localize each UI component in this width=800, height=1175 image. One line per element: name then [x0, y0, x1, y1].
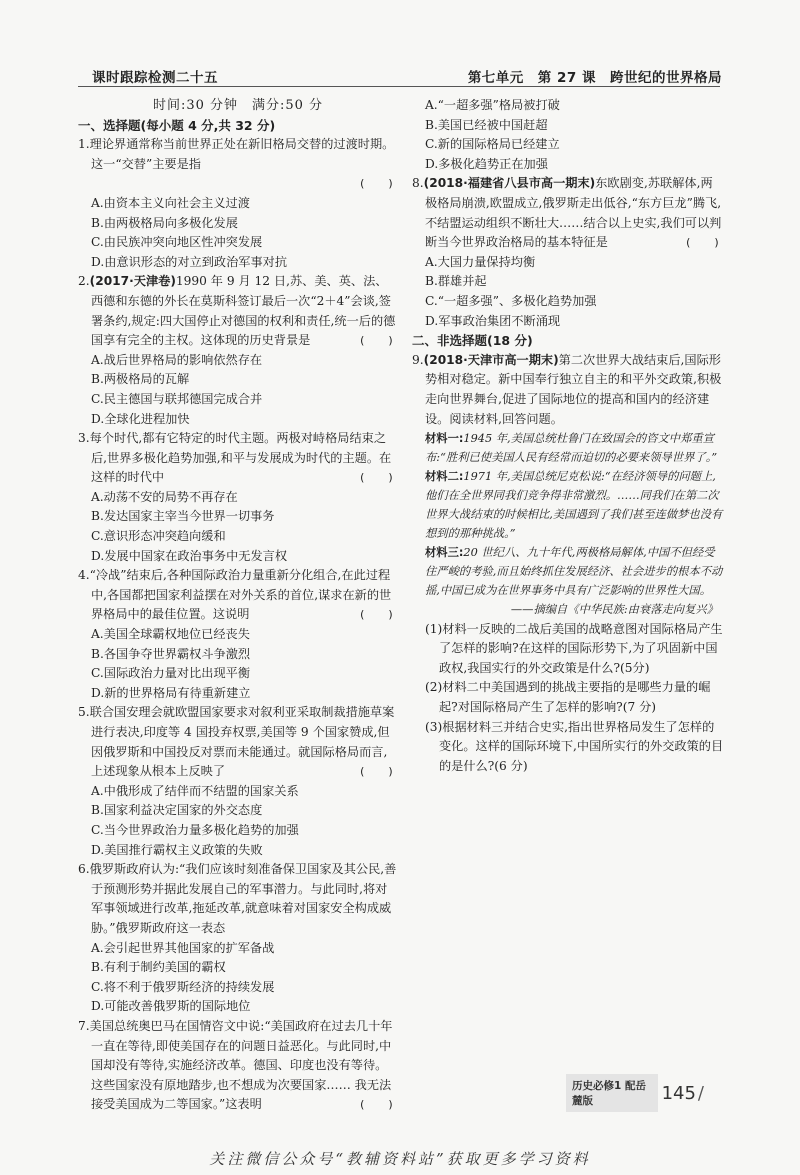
question-stem: [78, 429, 398, 488]
option-a: A.由资本主义向社会主义过渡: [91, 195, 250, 210]
material-label: 材料三:: [425, 546, 464, 560]
option-d: D.可能改善俄罗斯的国际地位: [91, 999, 251, 1014]
option-c: C.将不利于俄罗斯经济的持续发展: [91, 979, 275, 994]
question-5: [78, 703, 398, 860]
option-c: C.意识形态冲突趋向缓和: [91, 529, 226, 544]
question-stem: [412, 351, 724, 429]
option-d: D.多极化趋势正在加强: [425, 156, 548, 171]
material-3: [412, 543, 724, 600]
question-source: (2018·福建省八县市高一期末): [423, 176, 596, 191]
material-text: 1971 年,美国总统尼克松说:“在经济领导的问题上,他们在全世界同我们竞争得非常激烈。……同我们在第二次世界大战结束的时候相比,美国遇到了我们甚至连做梦也没有想到的那种挑战。”: [425, 470, 723, 541]
header-left-title: 课时跟踪检测二十五: [92, 70, 218, 86]
option-d: D.由意识形态的对立到政治军事对抗: [91, 254, 288, 269]
answer-bracket-line: [78, 174, 398, 194]
sub-question-3: (3)根据材料三并结合史实,指出世界格局发生了怎样的变化。这样的国际环境下,中国所实行的外交政策的目的是什么?(6 分): [425, 719, 724, 773]
section-heading-choice: 一、选择题(每小题 4 分,共 32 分): [78, 117, 276, 133]
option-d: D.美国推行霸权主义政策的失败: [91, 842, 263, 857]
time-line: 时间:30 分钟 满分:50 分: [152, 98, 324, 113]
question-number: 8.: [412, 176, 424, 191]
option-a: A.美国全球霸权地位已经丧失: [91, 627, 250, 642]
question-stem: [78, 566, 398, 625]
option-b: B.各国争夺世界霸权斗争激烈: [91, 646, 251, 661]
material-2: [412, 467, 724, 543]
option-b: B.发达国家主宰当今世界一切事务: [91, 509, 275, 524]
option-a: A.“一超多强”格局被打破: [425, 98, 560, 112]
material-text: 1945 年,美国总统杜鲁门在致国会的咨文中郑重宣布:“胜利已使美国人民有经常而迫切的必要来领导世界了。”: [425, 432, 718, 465]
option-c: C.“一超多强”、多极化趋势加强: [425, 293, 597, 308]
material-text: 20 世纪八、九十年代,两极格局解体,中国不但经受住严峻的考验,而且始终抓住发展经济、社会进步的根本不动摇,中国已成为在世界事务中具有广泛影响的世界性大国。: [425, 546, 723, 598]
option-d: D.发展中国家在政治事务中无发言权: [91, 548, 288, 563]
option-b: B.由两极格局向多极化发展: [91, 215, 238, 230]
page-slash-mark: /: [697, 1082, 704, 1104]
answer-bracket: ( ): [684, 236, 720, 250]
question-stem: [78, 272, 398, 350]
option-c: C.民主德国与联邦德国完成合并: [91, 391, 263, 406]
handwritten-footer-note: 关注微信公众号“教辅资料站”获取更多学习资料: [209, 1150, 591, 1168]
question-number: 9.: [412, 352, 424, 367]
question-7: [78, 1017, 398, 1115]
question-2: [78, 272, 398, 429]
material-label: 材料二:: [425, 470, 464, 484]
sub-question-1: (1)材料一反映的二战后美国的战略意图对国际格局产生了怎样的影响?在这样的国际形势下,为了巩固新中国政权,我国实行的外交政策是什么?(5分): [425, 621, 723, 675]
option-d: D.新的世界格局有待重新建立: [91, 685, 251, 700]
question-number: 2.: [78, 274, 90, 289]
option-a: A.动荡不安的局势不再存在: [91, 489, 238, 504]
answer-bracket: ( ): [358, 471, 394, 485]
question-4: [78, 566, 398, 703]
material-label: 材料一:: [425, 432, 464, 446]
option-a: A.战后世界格局的影响依然存在: [91, 352, 263, 367]
option-a: A.大国力量保持均衡: [425, 254, 536, 269]
option-a: A.会引起世界其他国家的扩军备战: [91, 940, 275, 955]
material-1: [412, 429, 724, 467]
question-7-options: [412, 96, 724, 174]
material-citation: ——摘编自《中华民族:由衰落走向复兴》: [510, 603, 718, 617]
question-text: 7.美国总统奥巴马在国情咨文中说:“美国政府在过去几十年一直在等待,即使美国存在的问题日益恶化。与此同时,中国却没有等待,实施经济改革。德国、印度也没有等待。这些国家没有原地踏步,也不想成为次要国家…… 我无法接受美国成为二等国家。”这表明: [78, 1018, 393, 1112]
question-text: 东欧剧变,苏联解体,两极格局崩溃,欧盟成立,俄罗斯走出低谷,“东方巨龙”腾飞,不结盟运动组织不断壮大……结合以上史实,我们可以判断当今世界政治格局的基本特征是: [425, 176, 722, 250]
option-c: C.当今世界政治力量多极化趋势的加强: [91, 822, 299, 837]
option-b: B.有利于制约美国的霸权: [91, 960, 226, 975]
left-column: [78, 96, 398, 1115]
header-right-title: 第七单元 第 27 课 跨世纪的世界格局: [467, 70, 722, 86]
option-a: A.中俄形成了结伴而不结盟的国家关系: [91, 783, 299, 798]
question-text: 6.俄罗斯政府认为:“我们应该时刻准备保卫国家及其公民,善于预测形势并据此发展自己的军事潜力。与此同时,将对军事领域进行改革,拖延改革,就意味着对国家安全构成威胁。”俄罗斯政府这一表态: [78, 862, 397, 935]
option-c: C.国际政治力量对比出现平衡: [91, 666, 251, 681]
question-3: [78, 429, 398, 566]
question-text: 3.每个时代,都有它特定的时代主题。两极对峙格局结束之后,世界多极化趋势加强,和平与发展成为时代的主题。在这样的时代中: [78, 431, 392, 485]
question-stem: [78, 1017, 398, 1115]
question-stem: [78, 703, 398, 781]
question-1: [78, 135, 398, 272]
right-column: [412, 96, 724, 776]
answer-bracket: ( ): [358, 608, 394, 622]
question-source: (2017·天津卷): [89, 274, 176, 289]
question-stem: [78, 860, 398, 938]
option-b: B.两极格局的瓦解: [91, 372, 190, 387]
question-text: 4.“冷战”结束后,各种国际政治力量重新分化组合,在此过程中,各国都把国家利益摆在对外关系的首位,谋求在新的世界格局中的最佳位置。这说明: [78, 568, 392, 622]
question-text: 5.联合国安理会就欧盟国家要求对叙利亚采取制裁措施草案进行表决,印度等 4 国投弃权票,美国等 9 个国家赞成,但因俄罗斯和中国投反对票而未能通过。就国际格局而言,上述现象从根本上反映了: [78, 705, 395, 779]
question-6: [78, 860, 398, 1017]
option-b: B.群雄并起: [425, 274, 487, 289]
answer-bracket: ( ): [358, 765, 394, 779]
option-d: D.全球化进程加快: [91, 411, 190, 426]
option-b: B.国家利益决定国家的外交态度: [91, 803, 263, 818]
question-source: (2018·天津市高一期末): [423, 352, 559, 367]
option-b: B.美国已经被中国赶超: [425, 117, 548, 132]
question-text: 1990 年 9 月 12 日,苏、美、英、法、西德和东德的外长在莫斯科签订最后一次“2＋4”会谈,签署条约,规定:四大国停止对德国的权利和责任,统一后的德国享有完全的主权。这体现的历史背景是: [91, 274, 396, 348]
question-8: [412, 174, 724, 331]
question-text: 第二次世界大战结束后,国际形势相对稳定。新中国奉行独立自主的和平外交政策,积极走向世界舞台,促进了国际地位的提高和国内的经济建设。阅读材料,回答问题。: [425, 352, 722, 426]
page-number: 145: [661, 1082, 696, 1104]
footer-badge: [566, 1080, 704, 1106]
book-edition-label: 历史必修1 配岳麓版: [566, 1074, 658, 1112]
question-9: [412, 351, 724, 777]
header-divider: [78, 86, 720, 87]
answer-bracket: ( ): [358, 1098, 394, 1112]
section-heading-essay: 二、非选择题(18 分): [412, 333, 533, 349]
sub-question-2: (2)材料二中美国遇到的挑战主要指的是哪些力量的崛起?对国际格局产生了怎样的影响?(7 分): [425, 680, 711, 715]
question-stem: 1.理论界通常称当前世界正处在新旧格局交替的过渡时期。这一“交替”主要是指: [78, 137, 395, 171]
question-stem: [412, 174, 724, 252]
option-d: D.军事政治集团不断涌现: [425, 313, 561, 328]
answer-bracket: ( ): [358, 334, 394, 348]
option-c: C.由民族冲突向地区性冲突发展: [91, 235, 263, 250]
option-c: C.新的国际格局已经建立: [425, 137, 560, 152]
answer-bracket: ( ): [358, 177, 394, 191]
